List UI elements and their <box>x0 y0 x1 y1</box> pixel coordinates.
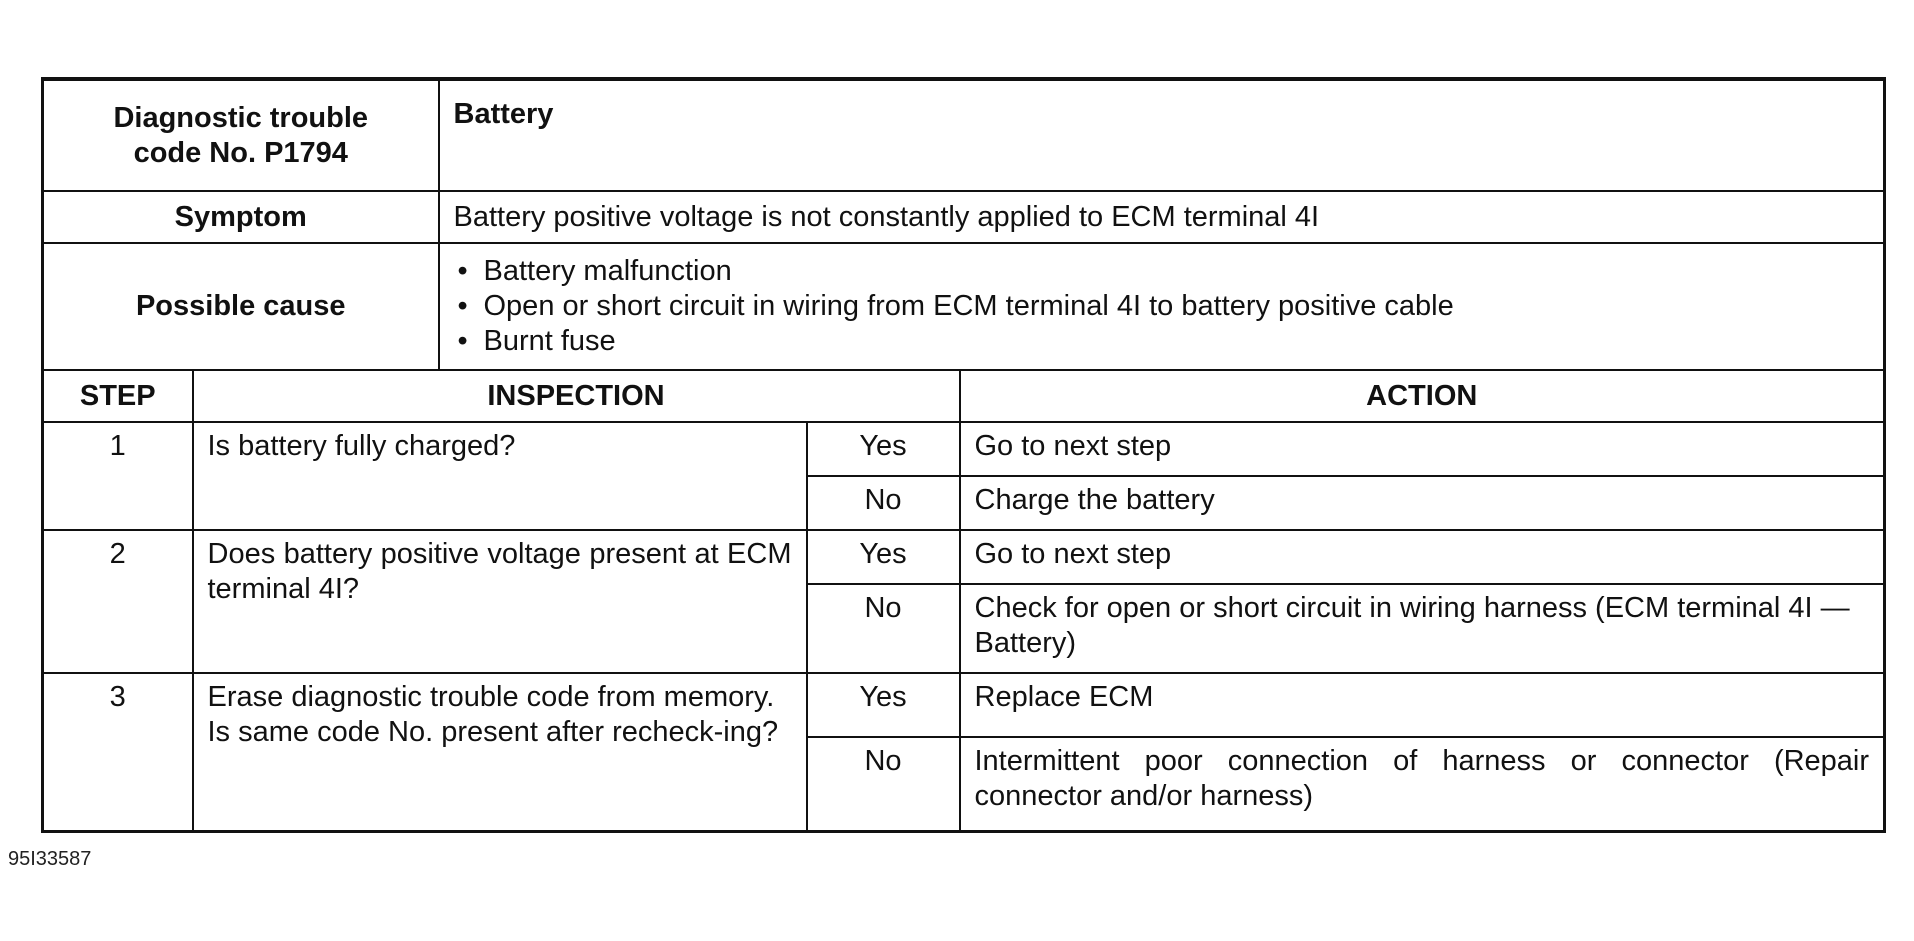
inspection-question <box>193 673 807 831</box>
cause-row <box>43 243 1885 370</box>
cause-text: Battery malfunction <box>483 255 732 288</box>
inspection-column-header: INSPECTION <box>193 370 960 422</box>
no-label: No <box>807 737 960 831</box>
step-number: 1 <box>43 422 193 530</box>
yes-action: Replace ECM <box>960 673 1885 737</box>
inspection-line: Is battery fully charged? <box>207 430 516 462</box>
cause-list <box>454 254 1870 358</box>
dtc-row <box>43 79 1885 191</box>
inspection-line: Erase diagnostic trouble code from memory. <box>207 681 775 713</box>
cause-item <box>454 324 1870 359</box>
bullet-icon: • <box>457 324 468 357</box>
dtc-label: Diagnostic trouble code No. P1794 <box>43 79 439 191</box>
step-number: 2 <box>43 530 193 673</box>
no-label: No <box>807 476 960 530</box>
yes-action: Go to next step <box>960 422 1885 476</box>
diagnostic-sheet <box>41 77 1883 833</box>
cause-list-cell <box>439 243 1885 370</box>
inspection-question <box>193 530 807 673</box>
table-row <box>43 422 1885 476</box>
cause-item <box>454 289 1870 324</box>
diagnostic-table <box>41 77 1886 833</box>
step-number: 3 <box>43 673 193 831</box>
inspection-line: Is same code No. present after recheck-ing? <box>207 715 779 748</box>
inspection-question <box>193 422 807 530</box>
bullet-icon: • <box>457 255 468 288</box>
cause-text: Burnt fuse <box>483 324 616 357</box>
cause-item <box>454 254 1870 289</box>
yes-label: Yes <box>807 422 960 476</box>
no-action: Charge the battery <box>960 476 1885 530</box>
symptom-label: Symptom <box>43 191 439 243</box>
table-row <box>43 673 1885 737</box>
yes-label: Yes <box>807 530 960 584</box>
symptom-row <box>43 191 1885 243</box>
no-action: Check for open or short circuit in wiring harness (ECM terminal 4I — Battery) <box>960 584 1885 673</box>
inspection-line: Does battery positive voltage present at ECM terminal 4I? <box>207 538 792 605</box>
no-action: Intermittent poor connection of harness or connector (Repair connector and/or harness) <box>960 737 1885 831</box>
bullet-icon: • <box>457 290 468 323</box>
cause-label: Possible cause <box>43 243 439 370</box>
figure-code: 95I33587 <box>8 848 92 870</box>
step-column-header: STEP <box>43 370 193 422</box>
yes-action: Go to next step <box>960 530 1885 584</box>
action-column-header: ACTION <box>960 370 1885 422</box>
column-header-row <box>43 370 1885 422</box>
yes-label: Yes <box>807 673 960 737</box>
dtc-value: Battery <box>439 79 1885 191</box>
table-row <box>43 530 1885 584</box>
symptom-value: Battery positive voltage is not constantly applied to ECM terminal 4I <box>439 191 1885 243</box>
cause-text: Open or short circuit in wiring from ECM terminal 4I to battery positive cable <box>483 290 1454 323</box>
no-label: No <box>807 584 960 673</box>
